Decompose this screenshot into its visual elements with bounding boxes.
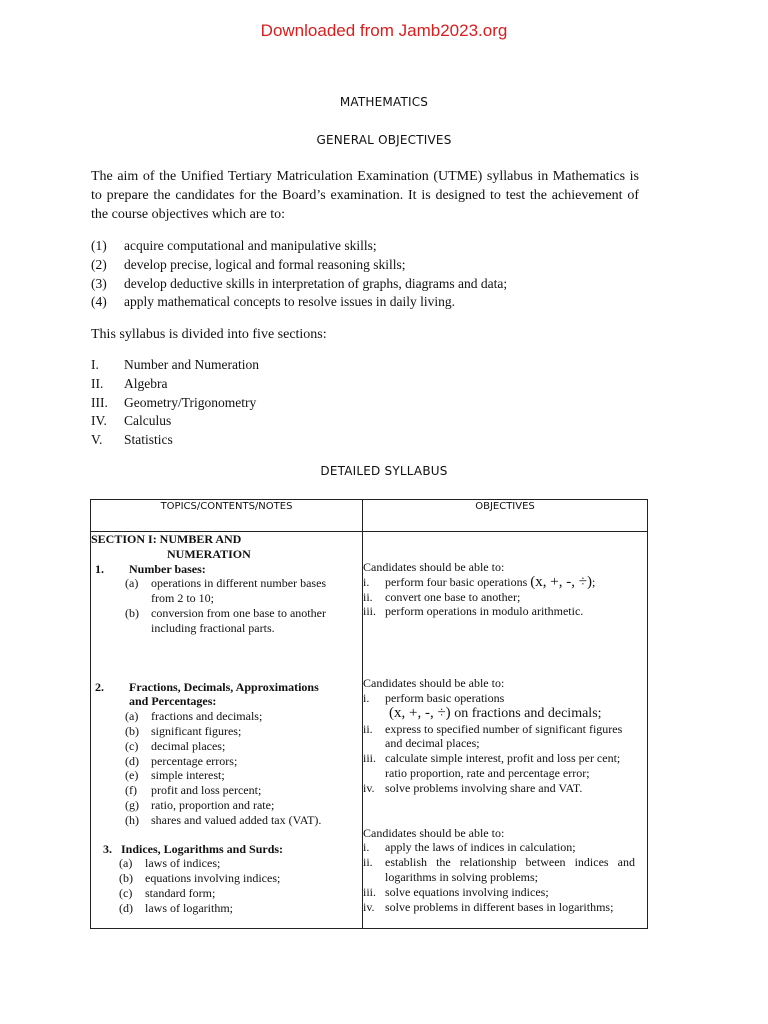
list-item: iv. solve problems in different bases in logarithms; xyxy=(363,899,614,914)
objectives-cell xyxy=(363,532,648,929)
list-item: i. perform basic operations xyxy=(363,690,505,705)
section-item: IV. Calculus xyxy=(91,413,172,429)
list-item: (b) equations involving indices; xyxy=(119,871,281,886)
list-item: (e) simple interest; xyxy=(125,768,225,783)
candidates-label: Candidates should be able to: xyxy=(363,825,505,840)
section-item: III. Geometry/Trigonometry xyxy=(91,394,257,410)
detailed-syllabus-title: DETAILED SYLLABUS xyxy=(320,464,448,478)
objective-item: (4) apply mathematical concepts to resolve issues in daily living. xyxy=(91,294,456,310)
table-row xyxy=(91,532,648,929)
list-item: iii. solve equations involving indices; xyxy=(363,884,549,899)
table-header-row xyxy=(91,500,648,532)
objective-list xyxy=(363,691,647,796)
section-heading: SECTION I: NUMBER AND xyxy=(91,532,242,546)
topic-items xyxy=(119,856,362,915)
list-item: (d) percentage errors; xyxy=(125,753,238,768)
objective-list xyxy=(363,840,647,914)
syllabus-table xyxy=(90,499,648,929)
list-item: iv. solve problems involving share and VAT. xyxy=(363,780,583,795)
topic-items xyxy=(125,576,362,635)
list-item: (a) operations in different number bases from 2 to 10; xyxy=(125,576,327,606)
list-item: ii. establish the relationship between indices and logarithms in solving problems; xyxy=(363,855,635,884)
list-item: (a) fractions and decimals; xyxy=(125,709,263,724)
list-item: iii. perform operations in modulo arithmetic. xyxy=(363,604,584,619)
list-item-cont: (x, +, -, ÷) on fractions and decimals; xyxy=(389,704,602,721)
section-item: V. Statistics xyxy=(91,432,173,448)
topic-indices: 3. Indices, Logarithms and Surds: xyxy=(103,841,284,856)
section-heading-cont: NUMERATION xyxy=(167,546,251,561)
section-item: I. Number and Numeration xyxy=(91,357,259,372)
list-item: ii. express to specified number of significant figures and decimal places; xyxy=(363,721,623,751)
list-item: ii. convert one base to another; xyxy=(363,589,521,604)
topics-cell xyxy=(91,532,363,929)
objectives-list xyxy=(91,238,507,313)
sections-intro: This syllabus is divided into five sections: xyxy=(91,327,327,342)
intro-paragraph: The aim of the Unified Tertiary Matriculation Examination (UTME) syllabus in Mathematics is to prepare the candidates for the Board’s examination. It is designed to test the achievement of the course objectives which are to: xyxy=(91,169,639,222)
subject-title: MATHEMATICS xyxy=(339,95,429,109)
list-item: i. perform four basic operations (x, +, -, ÷); xyxy=(363,573,596,590)
objective-list xyxy=(363,575,647,619)
download-banner: Downloaded from Jamb2023.org xyxy=(260,21,508,40)
list-item: i. apply the laws of indices in calculation; xyxy=(363,840,576,855)
objective-item: (1) acquire computational and manipulative skills; xyxy=(91,238,377,253)
list-item: (g) ratio, proportion and rate; xyxy=(125,797,275,812)
topic-fractions: 2. Fractions, Decimals, Approximations xyxy=(95,679,319,694)
candidates-label: Candidates should be able to: xyxy=(363,560,505,574)
column-header-objectives: OBJECTIVES xyxy=(363,500,648,532)
objectives-title: GENERAL OBJECTIVES xyxy=(316,133,452,147)
objective-item: (2) develop precise, logical and formal reasoning skills; xyxy=(91,256,406,272)
column-header-topics: TOPICS/CONTENTS/NOTES xyxy=(91,500,363,532)
topic-number-bases: 1. Number bases: xyxy=(95,561,206,576)
list-item: (c) decimal places; xyxy=(125,738,226,753)
list-item: (d) laws of logarithm; xyxy=(119,900,233,915)
list-item: iii. calculate simple interest, profit and loss per cent; ratio proportion, rate and percentage error; xyxy=(363,751,621,780)
list-item: (b) conversion from one base to another including fractional parts. xyxy=(125,605,326,635)
topic-items xyxy=(125,709,362,827)
objective-item: (3) develop deductive skills in interpretation of graphs, diagrams and data; xyxy=(91,275,508,291)
section-item: II. Algebra xyxy=(91,375,168,391)
topic-fractions-cont: and Percentages: xyxy=(129,694,217,709)
list-item: (f) profit and loss percent; xyxy=(125,783,262,798)
list-item: (c) standard form; xyxy=(119,885,216,900)
list-item: (a) laws of indices; xyxy=(119,856,221,871)
candidates-label: Candidates should be able to: xyxy=(363,676,505,691)
list-item: (h) shares and valued added tax (VAT). xyxy=(125,812,322,827)
sections-list xyxy=(91,357,259,451)
list-item: (b) significant figures; xyxy=(125,723,242,738)
